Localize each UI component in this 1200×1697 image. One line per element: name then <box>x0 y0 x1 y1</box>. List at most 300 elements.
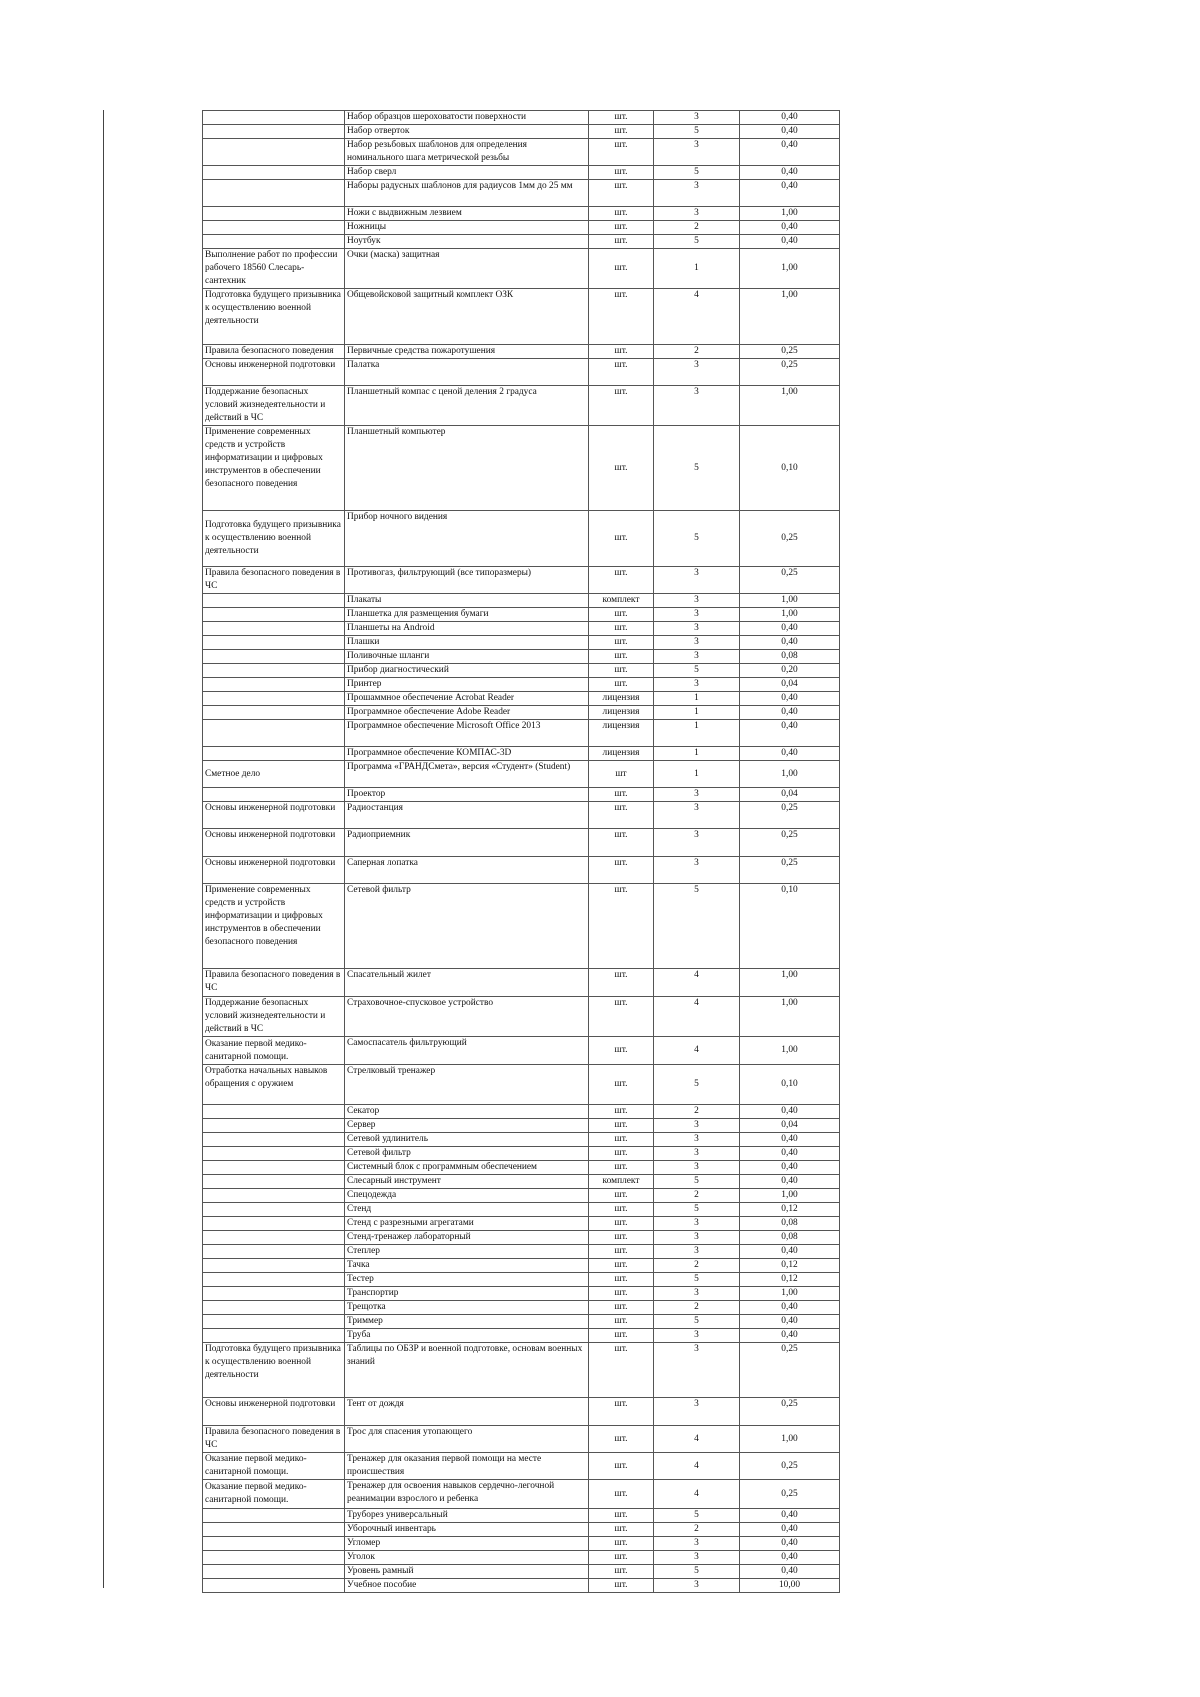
unit-cell: лицензия <box>589 720 654 747</box>
item-name-cell: Страховочное-спусковое устройство <box>345 997 589 1037</box>
coefficient-cell: 0,40 <box>740 1315 840 1329</box>
quantity-cell: 2 <box>654 1523 740 1537</box>
item-name-cell: Планшетный компьютер <box>345 426 589 511</box>
item-name-cell: Тренажер для оказания первой помощи на месте происшествия <box>345 1453 589 1480</box>
item-name-cell: Наборы радусных шаблонов для радиусов 1мм до 25 мм <box>345 180 589 207</box>
coefficient-cell: 0,25 <box>740 1343 840 1398</box>
coefficient-cell: 0,12 <box>740 1273 840 1287</box>
coefficient-cell: 0,40 <box>740 1509 840 1523</box>
item-name-cell: Набор резьбовых шаблонов для определения номинального шага метрической резьбы <box>345 139 589 166</box>
unit-cell: шт. <box>589 788 654 802</box>
coefficient-cell: 0,04 <box>740 1119 840 1133</box>
section-cell <box>203 594 345 608</box>
table-row <box>203 386 840 426</box>
item-name-cell: Радиоприемник <box>345 829 589 857</box>
unit-cell: шт. <box>589 1301 654 1315</box>
quantity-cell: 3 <box>654 1329 740 1343</box>
item-name-cell: Сетевой фильтр <box>345 1147 589 1161</box>
quantity-cell: 1 <box>654 761 740 788</box>
item-name-cell: Программное обеспечение КОМПАС-3D <box>345 747 589 761</box>
unit-cell: шт. <box>589 1147 654 1161</box>
unit-cell: шт. <box>589 650 654 664</box>
unit-cell: шт. <box>589 345 654 359</box>
item-name-cell: Тачка <box>345 1259 589 1273</box>
section-cell <box>203 1329 345 1343</box>
coefficient-cell: 1,00 <box>740 1189 840 1203</box>
quantity-cell: 3 <box>654 1119 740 1133</box>
section-cell <box>203 166 345 180</box>
unit-cell: шт. <box>589 1065 654 1105</box>
coefficient-cell: 0,40 <box>740 111 840 125</box>
coefficient-cell: 0,25 <box>740 511 840 567</box>
section-cell: Оказание первой медико-санитарной помощи. <box>203 1480 345 1509</box>
section-cell <box>203 622 345 636</box>
item-name-cell: Спасательный жилет <box>345 969 589 997</box>
coefficient-cell: 0,40 <box>740 1245 840 1259</box>
item-name-cell: Общевойсковой защитный комплект ОЗК <box>345 289 589 345</box>
unit-cell: шт. <box>589 1329 654 1343</box>
coefficient-cell: 0,40 <box>740 636 840 650</box>
unit-cell: шт. <box>589 1037 654 1065</box>
coefficient-cell: 1,00 <box>740 594 840 608</box>
section-cell <box>203 221 345 235</box>
table-row <box>203 1329 840 1343</box>
section-cell <box>203 1551 345 1565</box>
quantity-cell: 3 <box>654 111 740 125</box>
unit-cell: шт. <box>589 386 654 426</box>
unit-cell: шт. <box>589 1523 654 1537</box>
table-row <box>203 1259 840 1273</box>
table-row <box>203 1203 840 1217</box>
section-cell <box>203 1105 345 1119</box>
quantity-cell: 2 <box>654 345 740 359</box>
unit-cell: шт. <box>589 1161 654 1175</box>
section-cell <box>203 111 345 125</box>
table-row <box>203 1037 840 1065</box>
item-name-cell: Программа «ГРАНДСмета», версия «Студент» (Student) <box>345 761 589 788</box>
quantity-cell: 3 <box>654 1147 740 1161</box>
unit-cell: шт <box>589 761 654 788</box>
section-cell: Выполнение работ по профессии рабочего 18560 Слесарь-сантехник <box>203 249 345 289</box>
table-row <box>203 1551 840 1565</box>
item-name-cell: Уровень рамный <box>345 1565 589 1579</box>
table-row <box>203 1523 840 1537</box>
item-name-cell: Ножницы <box>345 221 589 235</box>
item-name-cell: Радиостанция <box>345 802 589 829</box>
unit-cell: шт. <box>589 1273 654 1287</box>
quantity-cell: 4 <box>654 1453 740 1480</box>
coefficient-cell: 0,25 <box>740 1453 840 1480</box>
section-cell: Правила безопасного поведения в ЧС <box>203 567 345 594</box>
item-name-cell: Степлер <box>345 1245 589 1259</box>
quantity-cell: 4 <box>654 969 740 997</box>
coefficient-cell: 1,00 <box>740 249 840 289</box>
coefficient-cell: 0,40 <box>740 1133 840 1147</box>
coefficient-cell: 0,40 <box>740 1537 840 1551</box>
table-row <box>203 207 840 221</box>
table-row <box>203 1217 840 1231</box>
item-name-cell: Сервер <box>345 1119 589 1133</box>
quantity-cell: 4 <box>654 1480 740 1509</box>
item-name-cell: Противогаз, фильтрующий (все типоразмеры) <box>345 567 589 594</box>
section-cell <box>203 720 345 747</box>
coefficient-cell: 1,00 <box>740 608 840 622</box>
quantity-cell: 3 <box>654 359 740 386</box>
unit-cell: шт. <box>589 1343 654 1398</box>
section-cell: Оказание первой медико-санитарной помощи. <box>203 1453 345 1480</box>
quantity-cell: 4 <box>654 1037 740 1065</box>
table-row <box>203 706 840 720</box>
unit-cell: шт. <box>589 511 654 567</box>
quantity-cell: 5 <box>654 125 740 139</box>
table-row <box>203 1537 840 1551</box>
quantity-cell: 2 <box>654 1259 740 1273</box>
unit-cell: шт. <box>589 1245 654 1259</box>
section-cell <box>203 1161 345 1175</box>
section-cell <box>203 1119 345 1133</box>
table-row <box>203 1273 840 1287</box>
unit-cell: шт. <box>589 636 654 650</box>
coefficient-cell: 0,10 <box>740 884 840 969</box>
unit-cell: шт. <box>589 1231 654 1245</box>
table-row <box>203 1189 840 1203</box>
quantity-cell: 5 <box>654 1065 740 1105</box>
quantity-cell: 2 <box>654 1189 740 1203</box>
section-cell <box>203 125 345 139</box>
unit-cell: шт. <box>589 997 654 1037</box>
table-row <box>203 747 840 761</box>
unit-cell: шт. <box>589 249 654 289</box>
item-name-cell: Труба <box>345 1329 589 1343</box>
table-row <box>203 1398 840 1426</box>
unit-cell: шт. <box>589 1509 654 1523</box>
quantity-cell: 3 <box>654 650 740 664</box>
table-row <box>203 221 840 235</box>
section-cell <box>203 1203 345 1217</box>
table-row <box>203 594 840 608</box>
quantity-cell: 3 <box>654 608 740 622</box>
unit-cell: шт. <box>589 884 654 969</box>
unit-cell: шт. <box>589 622 654 636</box>
unit-cell: шт. <box>589 207 654 221</box>
section-cell: Подготовка будущего призывника к осуществлению военной деятельности <box>203 289 345 345</box>
table-row <box>203 1426 840 1453</box>
unit-cell: шт. <box>589 1480 654 1509</box>
section-cell <box>203 1565 345 1579</box>
item-name-cell: Тренажер для освоения навыков сердечно-легочной реанимации взрослого и ребенка <box>345 1480 589 1509</box>
table-row <box>203 1579 840 1593</box>
item-name-cell: Плашки <box>345 636 589 650</box>
table-row <box>203 720 840 747</box>
table-row <box>203 345 840 359</box>
quantity-cell: 5 <box>654 1509 740 1523</box>
quantity-cell: 1 <box>654 692 740 706</box>
quantity-cell: 5 <box>654 511 740 567</box>
unit-cell: шт. <box>589 567 654 594</box>
item-name-cell: Планшетка для размещения бумаги <box>345 608 589 622</box>
item-name-cell: Набор отверток <box>345 125 589 139</box>
coefficient-cell: 0,25 <box>740 829 840 857</box>
table-row <box>203 125 840 139</box>
section-cell <box>203 650 345 664</box>
quantity-cell: 2 <box>654 1301 740 1315</box>
quantity-cell: 3 <box>654 829 740 857</box>
section-cell: Основы инженерной подготовки <box>203 359 345 386</box>
item-name-cell: Набор сверл <box>345 166 589 180</box>
coefficient-cell: 0,40 <box>740 747 840 761</box>
quantity-cell: 3 <box>654 1579 740 1593</box>
section-cell <box>203 788 345 802</box>
coefficient-cell: 0,10 <box>740 426 840 511</box>
item-name-cell: Уборочный инвентарь <box>345 1523 589 1537</box>
coefficient-cell: 0,12 <box>740 1203 840 1217</box>
quantity-cell: 3 <box>654 1161 740 1175</box>
quantity-cell: 4 <box>654 997 740 1037</box>
coefficient-cell: 1,00 <box>740 207 840 221</box>
coefficient-cell: 1,00 <box>740 386 840 426</box>
table-row <box>203 608 840 622</box>
section-cell: Основы инженерной подготовки <box>203 857 345 884</box>
quantity-cell: 3 <box>654 678 740 692</box>
coefficient-cell: 0,40 <box>740 1147 840 1161</box>
item-name-cell: Прошаммное обеспечение Acrobat Reader <box>345 692 589 706</box>
coefficient-cell: 0,40 <box>740 1523 840 1537</box>
coefficient-cell: 0,25 <box>740 345 840 359</box>
quantity-cell: 3 <box>654 386 740 426</box>
quantity-cell: 3 <box>654 139 740 166</box>
unit-cell: шт. <box>589 1189 654 1203</box>
section-cell: Правила безопасного поведения <box>203 345 345 359</box>
item-name-cell: Стенд с разрезными агрегатами <box>345 1217 589 1231</box>
coefficient-cell: 0,40 <box>740 1329 840 1343</box>
item-name-cell: Набор образцов шероховатости поверхности <box>345 111 589 125</box>
table-row <box>203 111 840 125</box>
quantity-cell: 5 <box>654 426 740 511</box>
coefficient-cell: 0,40 <box>740 125 840 139</box>
section-cell <box>203 1217 345 1231</box>
table-row <box>203 650 840 664</box>
coefficient-cell: 1,00 <box>740 997 840 1037</box>
unit-cell: шт. <box>589 139 654 166</box>
unit-cell: лицензия <box>589 747 654 761</box>
table-row <box>203 166 840 180</box>
coefficient-cell: 1,00 <box>740 289 840 345</box>
unit-cell: шт. <box>589 166 654 180</box>
table-row <box>203 1287 840 1301</box>
unit-cell: шт. <box>589 289 654 345</box>
table-row <box>203 692 840 706</box>
table-row <box>203 1065 840 1105</box>
section-cell <box>203 1287 345 1301</box>
unit-cell: шт. <box>589 1133 654 1147</box>
quantity-cell: 3 <box>654 207 740 221</box>
table-row <box>203 1509 840 1523</box>
section-cell <box>203 1273 345 1287</box>
quantity-cell: 3 <box>654 1287 740 1301</box>
coefficient-cell: 0,25 <box>740 567 840 594</box>
coefficient-cell: 0,40 <box>740 706 840 720</box>
coefficient-cell: 0,40 <box>740 1161 840 1175</box>
section-cell <box>203 608 345 622</box>
quantity-cell: 3 <box>654 1245 740 1259</box>
coefficient-cell: 0,40 <box>740 1301 840 1315</box>
item-name-cell: Ножи с выдвижным лезвием <box>345 207 589 221</box>
table-row <box>203 426 840 511</box>
table-row <box>203 857 840 884</box>
item-name-cell: Слесарный инструмент <box>345 1175 589 1189</box>
section-cell <box>203 1537 345 1551</box>
table-row <box>203 1480 840 1509</box>
item-name-cell: Сетевой удлинитель <box>345 1133 589 1147</box>
item-name-cell: Программное обеспечение Microsoft Office 2013 <box>345 720 589 747</box>
quantity-cell: 5 <box>654 235 740 249</box>
coefficient-cell: 0,40 <box>740 1105 840 1119</box>
table-row <box>203 180 840 207</box>
quantity-cell: 5 <box>654 166 740 180</box>
coefficient-cell: 0,10 <box>740 1065 840 1105</box>
coefficient-cell: 1,00 <box>740 1426 840 1453</box>
section-cell: Основы инженерной подготовки <box>203 829 345 857</box>
item-name-cell: Системный блок с программным обеспечением <box>345 1161 589 1175</box>
unit-cell: шт. <box>589 1119 654 1133</box>
item-name-cell: Секатор <box>345 1105 589 1119</box>
section-cell: Правила безопасного поведения в ЧС <box>203 969 345 997</box>
quantity-cell: 3 <box>654 857 740 884</box>
coefficient-cell: 0,12 <box>740 1259 840 1273</box>
table-row <box>203 884 840 969</box>
item-name-cell: Угломер <box>345 1537 589 1551</box>
table-row <box>203 622 840 636</box>
quantity-cell: 5 <box>654 1175 740 1189</box>
quantity-cell: 5 <box>654 1203 740 1217</box>
coefficient-cell: 0,04 <box>740 788 840 802</box>
quantity-cell: 3 <box>654 1551 740 1565</box>
quantity-cell: 5 <box>654 664 740 678</box>
section-cell <box>203 1231 345 1245</box>
coefficient-cell: 0,25 <box>740 802 840 829</box>
table-row <box>203 289 840 345</box>
item-name-cell: Спецодежда <box>345 1189 589 1203</box>
coefficient-cell: 0,25 <box>740 359 840 386</box>
table-row <box>203 788 840 802</box>
section-cell <box>203 180 345 207</box>
item-name-cell: Очки (маска) защитная <box>345 249 589 289</box>
unit-cell: шт. <box>589 1537 654 1551</box>
coefficient-cell: 0,40 <box>740 221 840 235</box>
unit-cell: шт. <box>589 1453 654 1480</box>
item-name-cell: Сетевой фильтр <box>345 884 589 969</box>
quantity-cell: 4 <box>654 289 740 345</box>
quantity-cell: 3 <box>654 1217 740 1231</box>
coefficient-cell: 0,08 <box>740 1217 840 1231</box>
table-row <box>203 1301 840 1315</box>
item-name-cell: Поливочные шланги <box>345 650 589 664</box>
item-name-cell: Проектор <box>345 788 589 802</box>
coefficient-cell: 1,00 <box>740 1037 840 1065</box>
table-row <box>203 678 840 692</box>
item-name-cell: Тестер <box>345 1273 589 1287</box>
section-cell: Поддержание безопасных условий жизнедеятельности и действий в ЧС <box>203 386 345 426</box>
coefficient-cell: 0,40 <box>740 720 840 747</box>
coefficient-cell: 0,40 <box>740 166 840 180</box>
unit-cell: шт. <box>589 1565 654 1579</box>
table-row <box>203 567 840 594</box>
section-cell <box>203 1189 345 1203</box>
section-cell <box>203 1133 345 1147</box>
coefficient-cell: 0,04 <box>740 678 840 692</box>
quantity-cell: 3 <box>654 1133 740 1147</box>
item-name-cell: Уголок <box>345 1551 589 1565</box>
table-row <box>203 802 840 829</box>
section-cell: Применение современных средств и устройств информатизации и цифровых инструментов в обеспечении безопасного поведения <box>203 884 345 969</box>
unit-cell: шт. <box>589 1315 654 1329</box>
unit-cell: шт. <box>589 1203 654 1217</box>
coefficient-cell: 1,00 <box>740 761 840 788</box>
section-cell: Оказание первой медико-санитарной помощи. <box>203 1037 345 1065</box>
unit-cell: шт. <box>589 111 654 125</box>
section-cell <box>203 235 345 249</box>
table-row <box>203 1175 840 1189</box>
section-cell <box>203 1579 345 1593</box>
page-margin-rule <box>103 110 104 1588</box>
unit-cell: шт. <box>589 221 654 235</box>
section-cell: Поддержание безопасных условий жизнедеятельности и действий в ЧС <box>203 997 345 1037</box>
section-cell <box>203 1509 345 1523</box>
table-row <box>203 636 840 650</box>
item-name-cell: Трос для спасения утопающего <box>345 1426 589 1453</box>
coefficient-cell: 0,40 <box>740 1175 840 1189</box>
table-row <box>203 1245 840 1259</box>
section-cell: Основы инженерной подготовки <box>203 1398 345 1426</box>
unit-cell: лицензия <box>589 706 654 720</box>
section-cell: Отработка начальных навыков обращения с оружием <box>203 1065 345 1105</box>
section-cell: Сметное дело <box>203 761 345 788</box>
quantity-cell: 3 <box>654 788 740 802</box>
quantity-cell: 4 <box>654 1426 740 1453</box>
item-name-cell: Тент от дождя <box>345 1398 589 1426</box>
quantity-cell: 1 <box>654 720 740 747</box>
quantity-cell: 5 <box>654 884 740 969</box>
item-name-cell: Триммер <box>345 1315 589 1329</box>
unit-cell: шт. <box>589 180 654 207</box>
unit-cell: шт. <box>589 1551 654 1565</box>
unit-cell: шт. <box>589 802 654 829</box>
unit-cell: комплект <box>589 1175 654 1189</box>
item-name-cell: Прибор диагностический <box>345 664 589 678</box>
table-row <box>203 235 840 249</box>
unit-cell: шт. <box>589 1259 654 1273</box>
table-row <box>203 1133 840 1147</box>
section-cell <box>203 706 345 720</box>
item-name-cell: Прибор ночного видения <box>345 511 589 567</box>
table-row <box>203 1453 840 1480</box>
section-cell: Подготовка будущего призывника к осуществлению военной деятельности <box>203 1343 345 1398</box>
table-row <box>203 761 840 788</box>
coefficient-cell: 0,40 <box>740 692 840 706</box>
table-row <box>203 1105 840 1119</box>
quantity-cell: 3 <box>654 594 740 608</box>
unit-cell: шт. <box>589 829 654 857</box>
table-row <box>203 997 840 1037</box>
table-row <box>203 1119 840 1133</box>
item-name-cell: Учебное пособие <box>345 1579 589 1593</box>
section-cell <box>203 1245 345 1259</box>
unit-cell: шт. <box>589 359 654 386</box>
section-cell <box>203 1301 345 1315</box>
item-name-cell: Принтер <box>345 678 589 692</box>
coefficient-cell: 0,40 <box>740 235 840 249</box>
quantity-cell: 5 <box>654 1565 740 1579</box>
